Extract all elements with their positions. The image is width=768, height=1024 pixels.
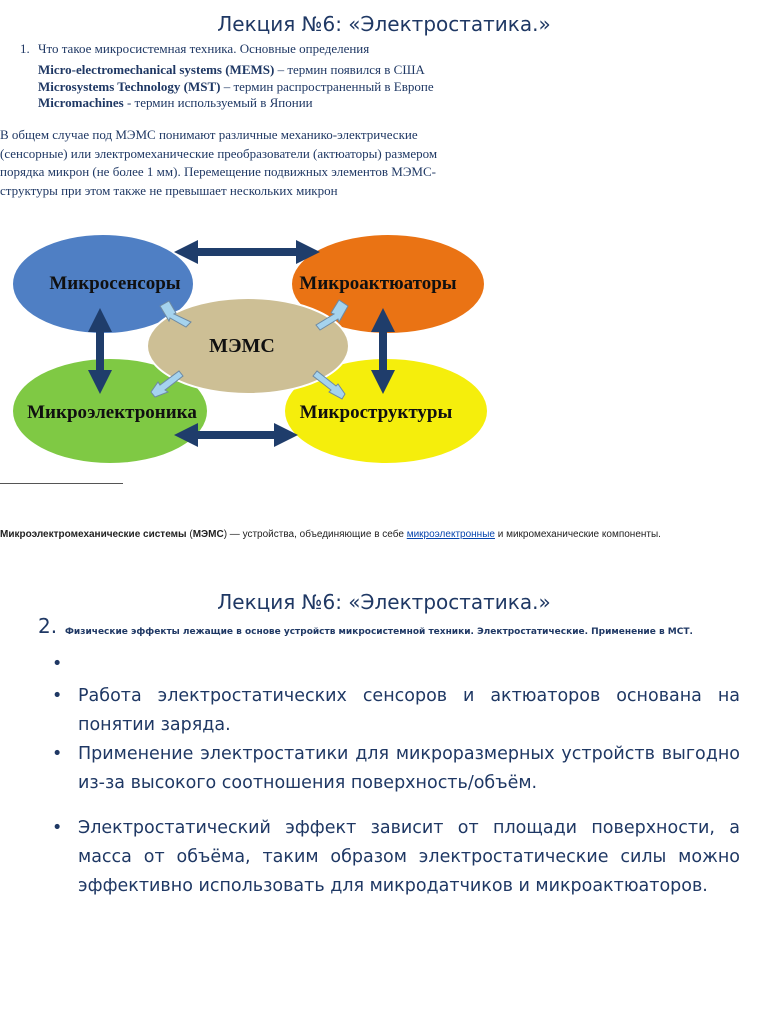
bullet-item xyxy=(52,814,740,901)
definition-mst xyxy=(38,79,434,96)
definition-term: Microsystems Technology (MST) xyxy=(38,78,221,94)
wiki-footnote xyxy=(0,529,661,540)
list-item-text: Что такое микросистемная техника. Основные определения xyxy=(38,41,370,56)
footnote-abbr: МЭМС xyxy=(192,529,224,540)
bullet-text: Работа электростатических сенсоров и актюаторов основана на понятии заряда. xyxy=(78,686,740,735)
bullet-text: Электростатический эффект зависит от площади поверхности, а масса от объёма, таким образом электростатические силы можно эффективно использовать для микродатчиков и микроактюаторов. xyxy=(78,818,740,896)
definition-desc: – термин распространенный в Европе xyxy=(220,78,434,94)
definition-mems xyxy=(38,62,434,79)
mems-diagram xyxy=(8,234,490,468)
bullet-item xyxy=(52,682,740,740)
bullet-dot: • xyxy=(52,818,63,838)
label-mems: МЭМС xyxy=(209,335,275,357)
definition-term: Micromachines xyxy=(38,95,124,110)
definition-micromachines xyxy=(38,95,434,112)
bullet-dot: • xyxy=(52,744,63,764)
list-number: 1. xyxy=(20,41,30,56)
label-microelectronics: Микроэлектроника xyxy=(27,402,197,423)
slide2-heading: Физические эффекты лежащие в основе устройств микросистемной техники. Электростатические. Применение в МСТ. xyxy=(65,627,693,637)
label-microstructures: Микроструктуры xyxy=(299,402,453,423)
bullet-item xyxy=(52,650,740,679)
definitions-list xyxy=(38,62,434,112)
definition-desc: – термин появился в США xyxy=(274,62,425,77)
mems-definition-paragraph: В общем случае под МЭМС понимают различные механико-электрические (сенсорные) или электромеханические преобразователи (актюаторы) размером порядка микрон (не более 1 мм). Перемещение подвижных элементов МЭМС- структуры при этом также не превышает нескольких микрон xyxy=(0,127,438,198)
bullet-dot: • xyxy=(52,654,63,674)
footnote-link[interactable]: микроэлектронные xyxy=(406,529,495,540)
label-microsensors: Микросенсоры xyxy=(49,273,181,294)
footnote-text: ( xyxy=(186,529,193,540)
slide1-title: Лекция №6: «Электростатика.» xyxy=(217,12,551,36)
slide2-item-number: 2. xyxy=(38,614,58,638)
footnote-text: ) — устройства, объединяющие в себе xyxy=(223,529,407,540)
footnote-separator xyxy=(0,483,123,484)
slide2-title: Лекция №6: «Электростатика.» xyxy=(217,590,551,614)
bullet-list xyxy=(52,650,740,901)
slide1-list-item xyxy=(20,41,369,57)
bullet-text: Применение электростатики для микроразмерных устройств выгодно из-за высокого соотношения поверхность/объём. xyxy=(78,744,740,793)
definition-term: Micro-electromechanical systems (MEMS) xyxy=(38,62,275,77)
bullet-item xyxy=(52,740,740,798)
label-microactuators: Микроактюаторы xyxy=(299,273,457,294)
footnote-term: Микроэлектромеханические системы xyxy=(0,529,187,540)
bullet-dot: • xyxy=(52,686,63,706)
footnote-text: и микромеханические компоненты. xyxy=(494,529,661,540)
definition-desc: - термин используемый в Японии xyxy=(123,95,313,110)
